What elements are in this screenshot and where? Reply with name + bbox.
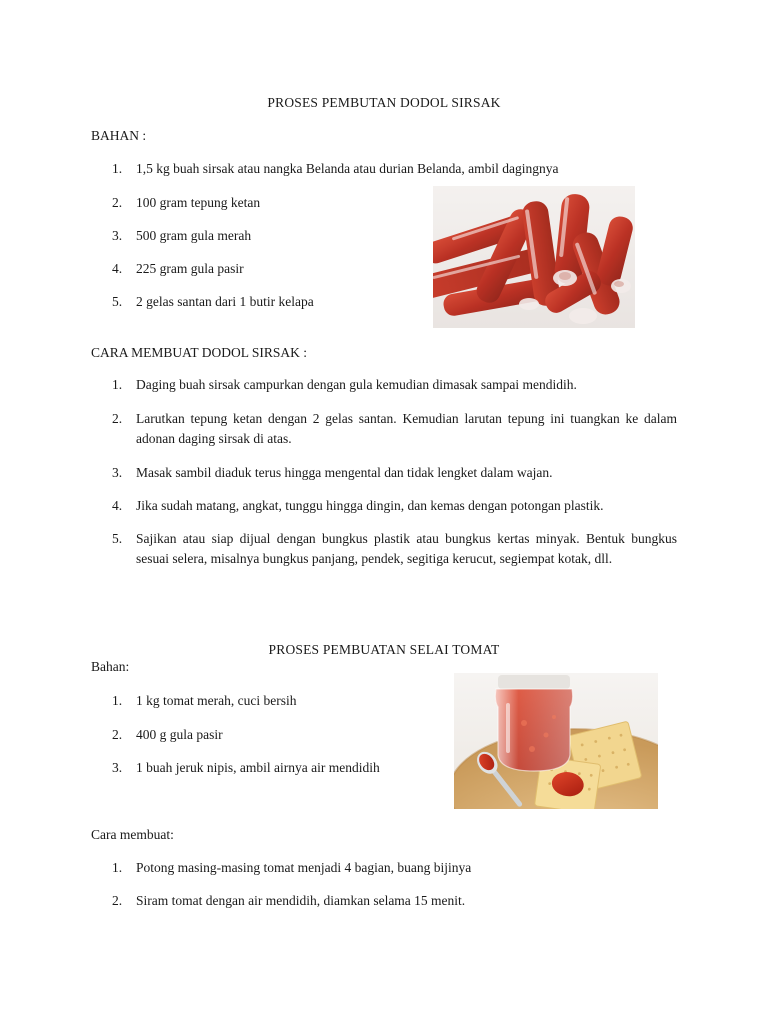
list-number: 1. <box>112 377 123 392</box>
list-number: 4. <box>112 498 123 513</box>
list-text: Masak sambil diaduk terus hingga mengental dan tidak lengket dalam wajan. <box>136 465 553 480</box>
list-number: 1. <box>112 693 123 708</box>
recipe2-bahan-heading: Bahan: <box>91 659 130 674</box>
list-number: 2. <box>112 411 123 426</box>
list-number: 1. <box>112 161 123 176</box>
selai-tomat-photo <box>454 673 658 809</box>
list-text: Sajikan atau siap dijual dengan bungkus plastik atau bungkus kertas minyak. Bentuk bungkus sesuai selera, misalnya bungkus panjang, pendek, segitiga kerucut, segiempat kotak, dll. <box>136 531 677 566</box>
list-text: 500 gram gula merah <box>136 228 252 243</box>
list-text: 1 kg tomat merah, cuci bersih <box>136 693 297 708</box>
list-number: 3. <box>112 760 123 775</box>
list-text: Potong masing-masing tomat menjadi 4 bagian, buang bijinya <box>136 860 472 875</box>
list-number: 1. <box>112 860 123 875</box>
recipe1-bahan-heading: BAHAN : <box>91 128 147 143</box>
recipe1-title: PROSES PEMBUTAN DODOL SIRSAK <box>267 95 501 110</box>
list-text: 100 gram tepung ketan <box>136 195 261 210</box>
list-number: 5. <box>112 294 123 309</box>
dodol-sirsak-photo <box>433 186 635 328</box>
list-number: 5. <box>112 531 123 546</box>
recipe2-title: PROSES PEMBUATAN SELAI TOMAT <box>268 642 500 657</box>
list-text: 225 gram gula pasir <box>136 261 244 276</box>
list-text: 400 g gula pasir <box>136 727 223 742</box>
list-text: Larutkan tepung ketan dengan 2 gelas santan. Kemudian larutan tepung ini tuangkan ke dalam adonan daging sirsak di atas. <box>136 411 677 446</box>
list-text: 1,5 kg buah sirsak atau nangka Belanda atau durian Belanda, ambil dagingnya <box>136 161 559 176</box>
list-number: 2. <box>112 727 123 742</box>
list-number: 2. <box>112 195 123 210</box>
list-number: 3. <box>112 465 123 480</box>
recipe2-cara-heading: Cara membuat: <box>91 827 174 842</box>
list-text: Jika sudah matang, angkat, tunggu hingga dingin, dan kemas dengan potongan plastik. <box>136 498 604 513</box>
recipe1-cara-heading: CARA MEMBUAT DODOL SIRSAK : <box>91 345 308 360</box>
list-text: Siram tomat dengan air mendidih, diamkan selama 15 menit. <box>136 893 466 908</box>
list-text: 1 buah jeruk nipis, ambil airnya air mendidih <box>136 760 380 775</box>
list-number: 3. <box>112 228 123 243</box>
list-text: 2 gelas santan dari 1 butir kelapa <box>136 294 314 309</box>
list-number: 2. <box>112 893 123 908</box>
list-text: Daging buah sirsak campurkan dengan gula kemudian dimasak sampai mendidih. <box>136 377 577 392</box>
list-number: 4. <box>112 261 123 276</box>
